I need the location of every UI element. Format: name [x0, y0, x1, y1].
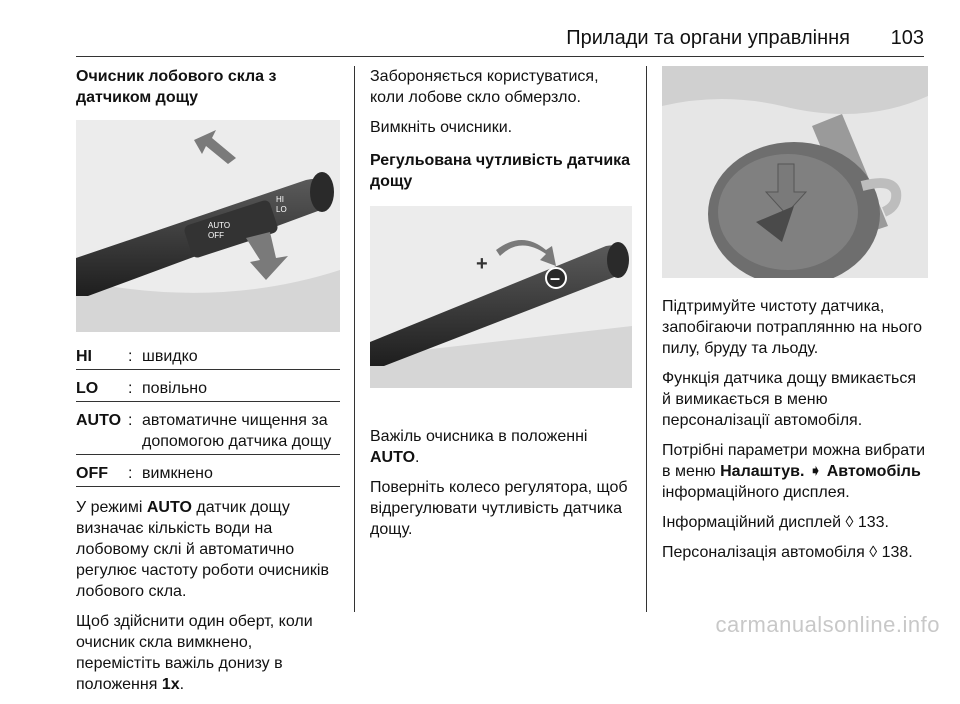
definition-separator: : — [128, 412, 133, 429]
svg-text:LO: LO — [276, 205, 287, 214]
definition-list — [76, 346, 340, 487]
sensitivity-wheel-drawing — [370, 206, 632, 388]
definition-term: HI — [76, 348, 92, 365]
column-divider-2 — [646, 66, 647, 612]
svg-text:AUTO: AUTO — [208, 221, 231, 230]
column-1 — [76, 66, 340, 704]
paragraph-info-display-ref: Інформаційний дисплей ◊ 133. — [662, 514, 889, 531]
definition-row-lo — [76, 378, 340, 399]
minus-sign: – — [550, 268, 561, 288]
sensitivity-wheel-illustration — [370, 206, 632, 388]
column-2 — [370, 66, 632, 549]
column-divider-1 — [354, 66, 355, 612]
watermark: carmanualsonline.info — [715, 612, 940, 637]
definition-desc: автоматичне чищення за допомогою датчика дощу — [142, 412, 332, 450]
definition-term: AUTO — [76, 412, 122, 429]
paragraph-turn-wheel: Поверніть колесо регулятора, щоб відрегулювати чутливість датчика дощу. — [370, 479, 628, 538]
wiper-stalk-illustration — [76, 120, 340, 332]
rain-sensor-drawing — [662, 66, 928, 278]
section-heading-sensitivity: Регульована чутливість датчика дощу — [370, 152, 631, 190]
definition-separator: : — [128, 348, 133, 365]
paragraph-single-wipe: Щоб здійснити один оберт, коли очисник скла вимкнено, перемістіть важіль донизу в положення 1x. — [76, 613, 313, 693]
definition-separator: : — [128, 380, 133, 397]
definition-desc: швидко — [142, 348, 198, 365]
section-heading-rain-sensor: Очисник лобового скла з датчиком дощу — [76, 68, 277, 106]
paragraph-settings-path: Потрібні параметри можна вибрати в меню Налаштув. ➧ Автомобіль інформаційного дисплея. — [662, 442, 926, 501]
paragraph-frozen-warning: Забороняється користуватися, коли лобове скло обмерзло. — [370, 68, 599, 106]
definition-separator: : — [128, 465, 133, 482]
paragraph-menu-toggle: Функція датчика дощу вмикається й вимикається в меню персоналізації автомобіля. — [662, 370, 917, 429]
page-number: 103 — [890, 27, 924, 49]
definition-divider — [76, 369, 340, 370]
definition-term: LO — [76, 380, 99, 397]
definition-term: OFF — [76, 465, 108, 482]
rain-sensor-illustration — [662, 66, 928, 278]
svg-text:HI: HI — [276, 195, 284, 204]
page-header-title: Прилади та органи управління — [566, 27, 850, 49]
paragraph-lever-auto: Важіль очисника в положенні AUTO. — [370, 428, 588, 466]
plus-sign: + — [476, 253, 488, 275]
definition-row-off — [76, 463, 340, 484]
paragraph-keep-clean: Підтримуйте чистоту датчика, запобігаючи потраплянню на нього пилу, бруду та льоду. — [662, 298, 923, 357]
definition-desc: вимкнено — [142, 465, 213, 482]
paragraph-auto-mode: У режимі AUTO датчик дощу визначає кількість води на лобовому склі й автоматично регулює частоту роботи очисників лобового скла. — [76, 499, 329, 600]
wiper-stalk-drawing — [76, 120, 340, 332]
paragraph-personalization-ref: Персоналізація автомобіля ◊ 138. — [662, 544, 913, 561]
definition-divider — [76, 401, 340, 402]
column-3 — [662, 66, 928, 572]
definition-row-auto — [76, 410, 340, 452]
definition-desc: повільно — [142, 380, 208, 397]
definition-row-hi — [76, 346, 340, 367]
definition-divider — [76, 486, 340, 487]
header-rule — [76, 56, 924, 57]
paragraph-turn-off: Вимкніть очисники. — [370, 119, 513, 136]
svg-text:OFF: OFF — [208, 231, 224, 240]
definition-divider — [76, 454, 340, 455]
